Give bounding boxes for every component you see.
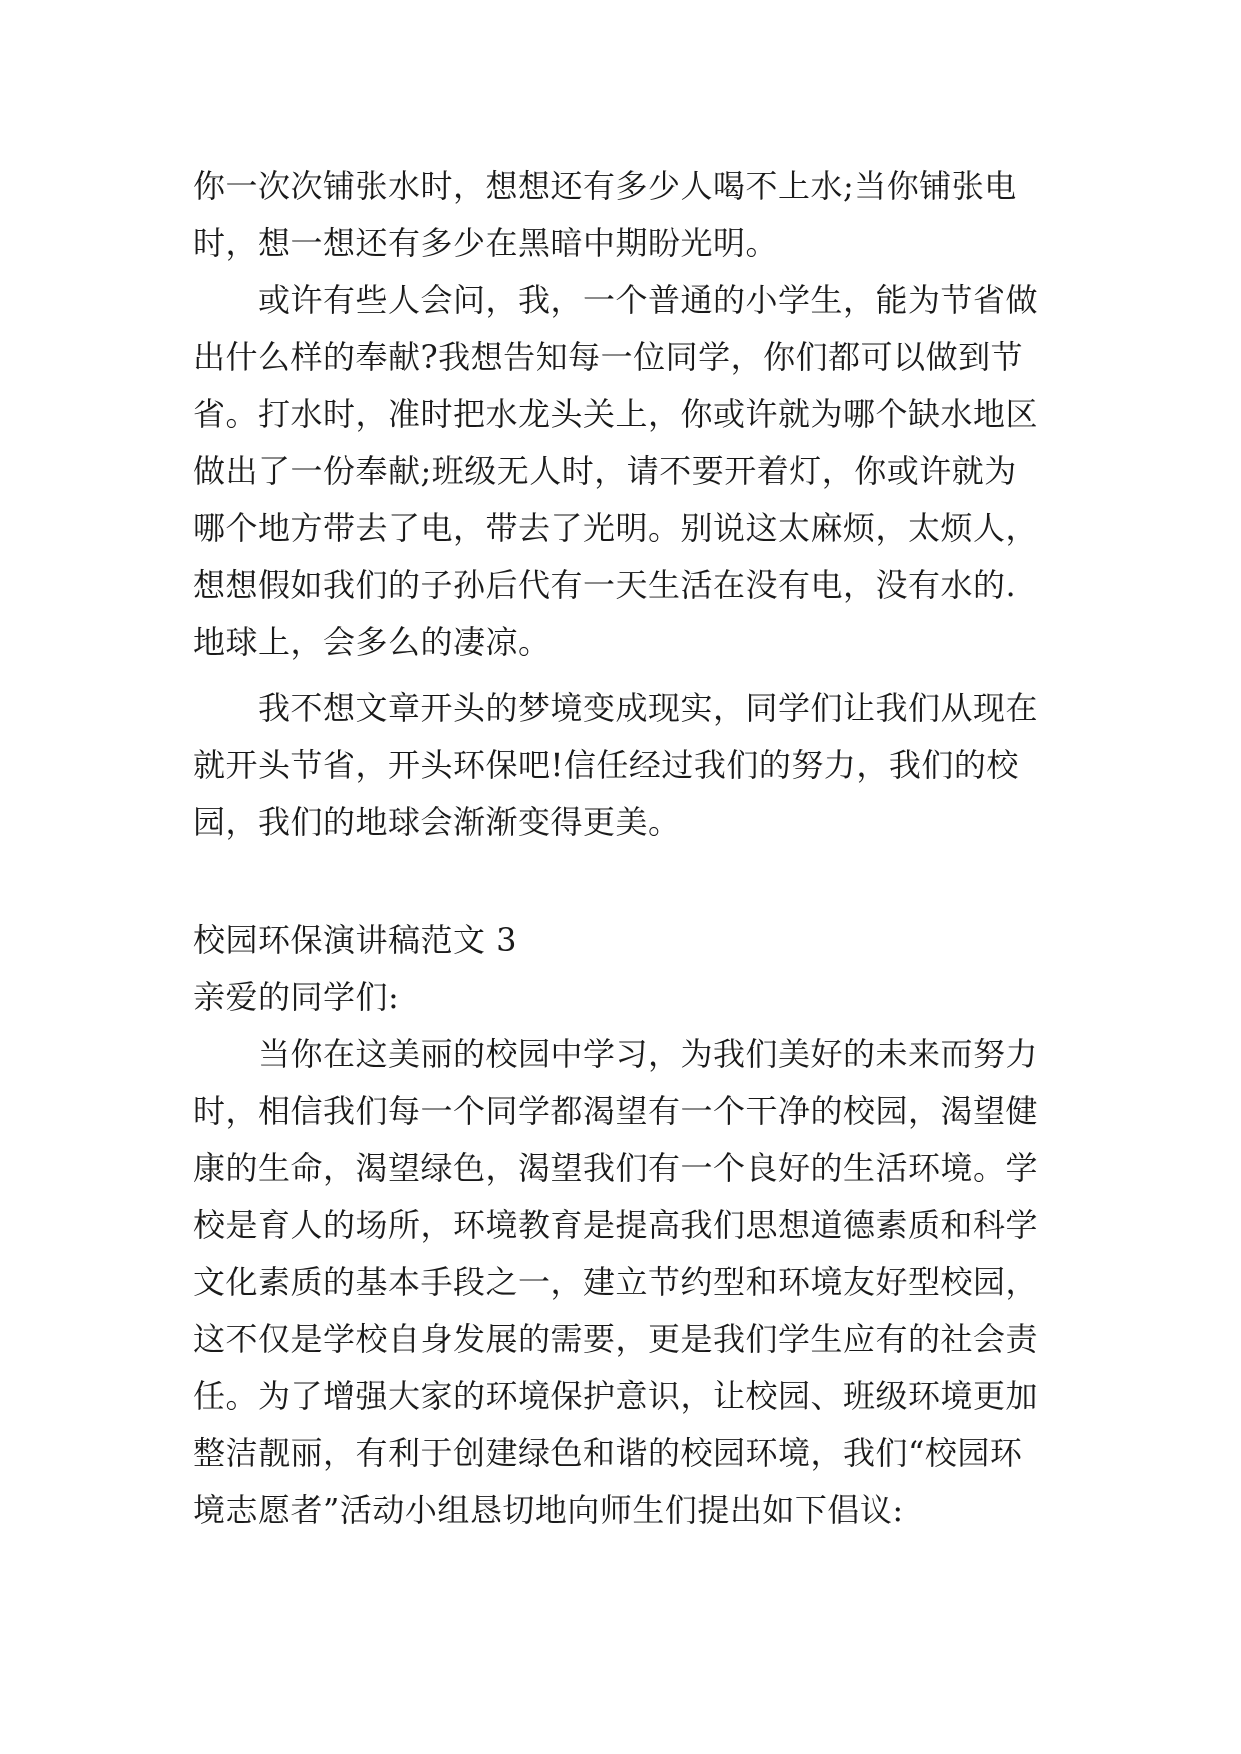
paragraph-4-line-7: 任。为了增强大家的环境保护意识，让校园、班级环境更加 (193, 1377, 1039, 1415)
paragraph-3-line-1: 我不想文章开头的梦境变成现实，同学们让我们从现在 (258, 689, 1039, 727)
salutation: 亲爱的同学们: (193, 978, 400, 1016)
paragraph-2-line-1: 或许有些人会问，我，一个普通的小学生，能为节省做 (258, 281, 1039, 319)
paragraph-2-line-2: 出什么样的奉献?我想告知每一位同学，你们都可以做到节 (193, 338, 1024, 376)
paragraph-1-line-2: 时，想一想还有多少在黑暗中期盼光明。 (193, 224, 779, 262)
paragraph-4-line-3: 康的生命，渴望绿色，渴望我们有一个良好的生活环境。学 (193, 1149, 1039, 1187)
paragraph-4-line-4: 校是育人的场所，环境教育是提高我们思想道德素质和科学 (193, 1206, 1039, 1244)
paragraph-4-line-5: 文化素质的基本手段之一，建立节约型和环境友好型校园， (193, 1263, 1039, 1301)
paragraph-3-line-3: 园，我们的地球会渐渐变得更美。 (193, 803, 681, 841)
paragraph-2-line-3: 省。打水时，准时把水龙头关上，你或许就为哪个缺水地区 (193, 395, 1039, 433)
paragraph-4-line-1: 当你在这美丽的校园中学习，为我们美好的未来而努力 (258, 1035, 1039, 1073)
paragraph-4-line-2: 时，相信我们每一个同学都渴望有一个干净的校园，渴望健 (193, 1092, 1039, 1130)
paragraph-2-line-5: 哪个地方带去了电，带去了光明。别说这太麻烦，太烦人， (193, 509, 1039, 547)
paragraph-2-line-7: 地球上，会多么的凄凉。 (193, 623, 551, 661)
paragraph-2-line-4: 做出了一份奉献;班级无人时，请不要开着灯，你或许就为 (193, 452, 1017, 490)
paragraph-4-line-6: 这不仅是学校自身发展的需要，更是我们学生应有的社会责 (193, 1320, 1039, 1358)
paragraph-4-line-8: 整洁靓丽，有利于创建绿色和谐的校园环境，我们“校园环 (193, 1434, 1023, 1472)
section-title: 校园环保演讲稿范文 3 (193, 921, 518, 959)
paragraph-1-line-1: 你一次次铺张水时，想想还有多少人喝不上水;当你铺张电 (193, 167, 1017, 205)
paragraph-3-line-2: 就开头节省，开头环保吧!信任经过我们的努力，我们的校 (193, 746, 1019, 784)
paragraph-4-line-9: 境志愿者”活动小组恳切地向师生们提出如下倡议: (193, 1491, 904, 1529)
paragraph-2-line-6: 想想假如我们的子孙后代有一天生活在没有电，没有水的. (193, 566, 1017, 604)
